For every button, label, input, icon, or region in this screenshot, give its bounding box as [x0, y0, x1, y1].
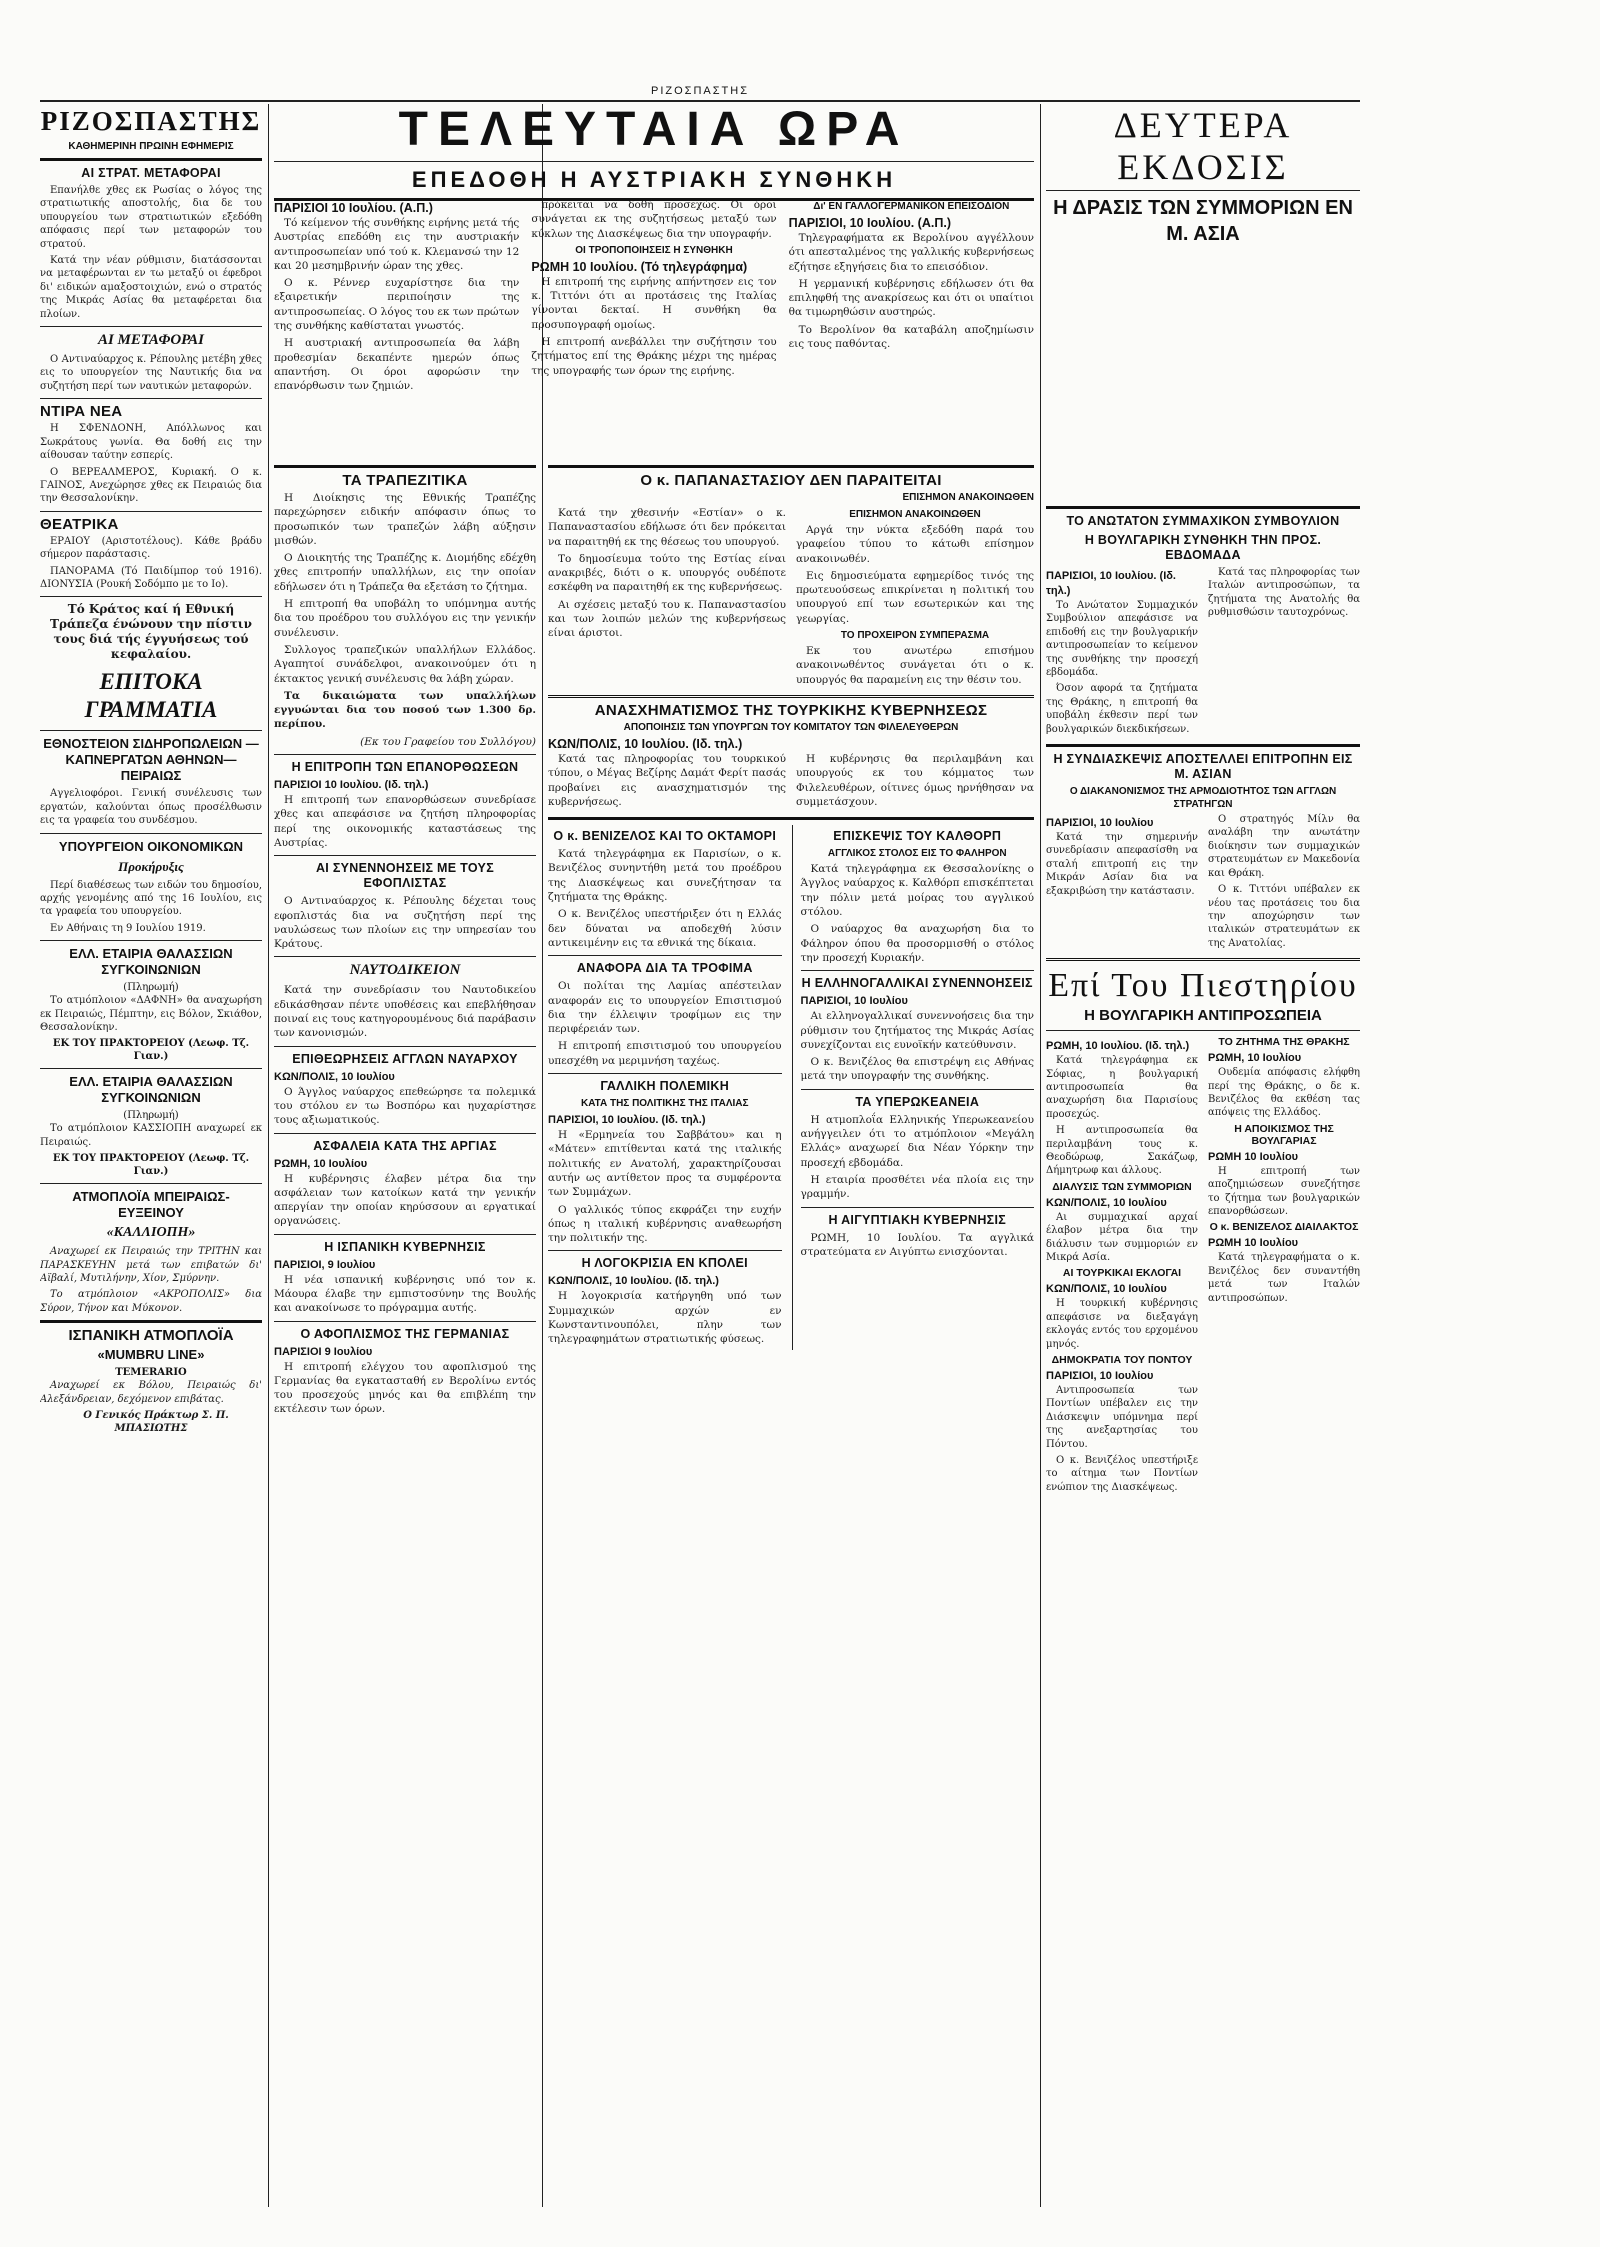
epitoka-title: ΕΠΙΤΟΚΑ ΓΡΑΜΜΑΤΙΑ — [84, 669, 218, 723]
article-title: ΤΑ ΥΠΕΡΩΚΕΑΝΕΙΑ — [855, 1094, 980, 1109]
article-text: Αργά την νύκτα εξεδόθη παρά του γραφείου τύπου το κάτωθι επίσημον ανακοινωθέν. — [796, 524, 1034, 565]
article-text: Ο κ. Ρέννερ ευχαρίστησε δια την εξαιρετικήν περιποίησιν της αντιπροσωπείας. Ο λόγος του εκ των πρώτων της συνθήκης καθίσταται γνωστός. — [274, 277, 520, 333]
article-title: ΕΠΙΘΕΩΡΗΣΕΙΣ ΑΓΓΛΩΝ ΝΑΥΑΡΧΟΥ — [292, 1051, 518, 1066]
article-text: Τό κείμενον τής συνθήκης ειρήνης μετά τής Αυστρίας επεδόθη εις την αυστριακήν αντιπροσωπείαν υπό τού κ. Κλεμανσώ την 12 και 20 μεσημβρινήν ώραν της χθες. — [274, 217, 520, 272]
article-text: Κατά τας πληροφορίας των Ιταλών αντιπροσώπων, τα ζητήματα της Ανατολής θα ρυθμισθώσιν ταυτοχρόνως. — [1208, 567, 1360, 619]
divider — [548, 465, 1034, 468]
article-text: Η επιτροπή των αποζημιώσεων συνεζήτησε το ζήτημα των βουλγαρικών επανορθώσεων. — [1208, 1165, 1360, 1217]
article-text: Η επιτροπή της ειρήνης απήντησεν εις τον κ. Τιττόνι ότι αι προτάσεις της Ιταλίας γίνονται δεκταί. Η συνθήκη θα προσυπογραφή ομοίως. — [531, 275, 777, 331]
divider — [274, 1321, 536, 1322]
dateline: ΠΑΡΙΣΙΟΙ, 10 Ιουλίου. (Ιδ. τηλ.) — [548, 1114, 706, 1127]
article-text: Εκ του ανωτέρω επισήμου ανακοινωθέντος συνάγεται ότι ο κ. υπουργός θα παραμείνη εις την θέσιν του. — [796, 645, 1034, 686]
divider — [801, 1089, 1035, 1090]
divider — [40, 326, 262, 327]
column-rule — [1040, 104, 1041, 2207]
ad-subtitle: «MUMBRU LINE» — [97, 1347, 205, 1363]
ship-name: TEMERARIO — [115, 1367, 187, 1379]
article-text: Η αντιπροσωπεία θα περιλαμβάνη τους κ. Θεοδώρωφ, Σακάζωφ, Δήμητρωφ και άλλους. — [1046, 1125, 1198, 1177]
article-text: Η νέα ισπανική κυβέρνησις υπό τον κ. Μάουρα έλαβε την εμπιστοσύνην της Βουλής και ανακοίνωσε το πρόγραμμα αυτής. — [274, 1273, 536, 1315]
article-title: ΑΙ ΤΟΥΡΚΙΚΑΙ ΕΚΛΟΓΑΙ — [1062, 1267, 1182, 1280]
article-text: Ο κ. Βενιζέλος υπεστήριξε το αίτημα των Ποντίων ενώπιον της Διασκέψεως. — [1046, 1455, 1198, 1493]
dateline: ΠΑΡΙΣΙΟΙ, 10 Ιουλίου. (Α.Π.) — [788, 216, 952, 230]
article-title: ΑΝΑΦΟΡΑ ΔΙΑ ΤΑ ΤΡΟΦΙΜΑ — [576, 961, 753, 976]
dateline: ΠΑΡΙΣΙΟΙ 10 Ιουλίου. (Ιδ. τηλ.) — [274, 779, 429, 792]
article-signature: (Εκ του Γραφείου του Συλλόγου) — [360, 735, 536, 748]
article-text: ΠΑΝΟΡΑΜΑ (Τό Παιδίμπορ τού 1916). ΔΙΟΝΥΣΙΑ (Ρουκή Σοδόμπο με το Ιο). — [40, 565, 262, 590]
article-text: Η επιτροπή ανεβάλλει την συζήτησιν του ζητήματος επί της Θράκης μέχρι της ημέρας της υπογραφής των όρων της ειρήνης. — [531, 336, 777, 377]
divider — [274, 1046, 536, 1047]
story-right — [1208, 813, 1360, 953]
divider — [40, 1068, 262, 1069]
article-text: Η επιτροπή ελέγχου του αφοπλισμού της Γερμανίας θα εγκατασταθή εν Βερολίνω εντός του προσεχούς μηνός και θα επιβλέπη την εκτέλεσιν των όρων. — [274, 1360, 536, 1416]
article-text: Η Διοίκησις της Εθνικής Τραπέζης παρεχώρησεν ειδικήν απόφασιν όπως το προσωπικόν των τραπεζών λάβη αύξησιν μισθών. — [274, 492, 536, 547]
divider — [40, 1183, 262, 1184]
divider — [1046, 958, 1360, 961]
two-column-story — [1046, 813, 1360, 953]
article-text: Εις δημοσιεύματα εφημερίδος τινός της πρωτευούσεως επικρίνεται η πολιτική του υπουργού επί των εσωτερικών και της γεωργίας. — [796, 569, 1034, 625]
article-text: Η ΣΦΕΝΔΟΝΗ, Απόλλωνος και Σωκράτους γωνία. Θα δοθή εις την αίθουσαν ταύτην εσπερίς. — [40, 423, 262, 462]
article-title: Η ΛΟΓΟΚΡΙΣΙΑ ΕΝ ΚΠΟΛΕΙ — [581, 1256, 748, 1271]
article-text: Η κυβέρνησις έλαβεν μέτρα δια την ασφάλειαν των κατοίκων κατά την γενικήν απεργίαν την οποίαν κηρύσσουν αι εργατικαί οργανώσεις. — [274, 1172, 536, 1228]
article-text: Η «Ερμηνεία του Σαββάτου» και η «Μάτεν» επιτίθενται κατά της ιταλικής πολιτικής εν Ανατολή, χαρακτηρίζουσαι αυτήν ως αντίθετον προς τα συμφέροντα των Συμμάχων. — [548, 1129, 782, 1199]
dateline: ΚΩΝ/ΠΟΛΙΣ, 10 Ιουλίου. (Ιδ. τηλ.) — [548, 1275, 719, 1288]
dateline: ΠΑΡΙΣΙΟΙ, 9 Ιουλίου — [274, 1258, 376, 1271]
article-text: Αι σχέσεις μεταξύ του κ. Παπαναστασίου και των λοιπών μελών της κυβερνήσεως είναι άριστοι. — [548, 598, 786, 640]
ad-text: Περί διαθέσεως των ειδών του δημοσίου, αρχής γενομένης από της 16 Ιουλίου, εις τα γραφεία του υπουργείου. — [40, 879, 262, 918]
story-left — [1046, 813, 1198, 953]
divider — [801, 1207, 1035, 1208]
article-subtitle: ΑΠΟΠΟΙΗΣΙΣ ΤΩΝ ΥΠΟΥΡΓΩΝ ΤΟΥ ΚΟΜΙΤΑΤΟΥ ΤΩΝ ΦΙΛΕΛΕΥΘΕΡΩΝ — [623, 721, 959, 733]
dateline: ΠΑΡΙΣΙΟΙ, 10 Ιουλίου. (Ιδ. τηλ.) — [1046, 570, 1176, 597]
divider — [40, 596, 262, 597]
article-text: Οι πολίται της Λαμίας απέστειλαν αναφοράν εις το υπουργείον Επισιτισμού δια την έλλειψιν τροφίμων εις την περιφέρειάν των. — [548, 980, 782, 1036]
ad-title: ΥΠΟΥΡΓΕΙΟΝ ΟΙΚΟΝΟΜΙΚΩΝ — [58, 838, 244, 854]
ship-name: «ΚΑΛΛΙΟΠΗ» — [106, 1225, 196, 1241]
subhead: ΟΙ ΤΡΟΠΟΠΟΙΗΣΕΙΣ Η ΣΥΝΘΗΚΗ — [575, 244, 733, 256]
column-rule — [268, 104, 269, 2207]
banner-title: ΤΕΛΕΥΤΑΙΑ ΩΡΑ — [398, 103, 910, 156]
article-title: Ο ΑΦΟΠΛΙΣΜΟΣ ΤΗΣ ΓΕΡΜΑΝΙΑΣ — [300, 1326, 510, 1341]
article-text: Το δημοσίευμα τούτο της Εστίας είναι ανακριβές, διότι ο κ. υπουργός ουδέποτε εσκέφθη να παραιτηθή εκ της κυβερνήσεως. — [548, 552, 786, 594]
ad-text: Το ατμόπλοιον «ΔΑΦΝΗ» θα αναχωρήση εκ Πειραιώς, Πέμπτην, εις Βόλον, Σκιάθον, Θεσσαλονίκην. — [40, 995, 262, 1033]
article-text: Κατά την νέαν ρύθμισιν, διατάσσονται να μεταφέρωνται εν τω μεταξύ οι έφεδροι δι' ειδικών αμαξοστοιχιών, ενώ ο στρατός της Μικράς Ασίας θα μεταφέρεται δια πλοίων. — [40, 255, 262, 320]
divider — [1046, 744, 1360, 747]
masthead-subtitle: ΚΑΘΗΜΕΡΙΝΗ ΠΡΩΙΝΗ ΕΦΗΜΕΡΙΣ — [68, 141, 234, 152]
ad-footer: ΕΚ ΤΟΥ ΠΡΑΚΤΟΡΕΙΟΥ (Λεωφ. Τζ. Γιαν.) — [52, 1038, 250, 1063]
subhead: Δι' ΕΝ ΓΑΛΛΟΓΕΡΜΑΝΙΚΟΝ ΕΠΕΙΣΟΔΙΟΝ — [813, 201, 1010, 212]
article-text: Κατά τηλεγράφημα εκ Σόφιας, η βουλγαρική αντιπροσωπεία θα αναχωρήση δια Παρισίους προσεχώς. — [1046, 1055, 1198, 1120]
divider — [40, 1320, 262, 1323]
ad-title: ΙΣΠΑΝΙΚΗ ΑΤΜΟΠΛΟΪΑ — [68, 1327, 234, 1345]
article-text: Επανήλθε χθες εκ Ρωσίας ο λόγος της στρατιωτικής αποστολής, δια δε του υπουργείου των στρατιωτικών εξεδόθη απόφασις περί των μεταφορών του στρατού. — [40, 185, 262, 250]
divider — [40, 511, 262, 512]
two-column-story — [548, 506, 1034, 690]
subhead: ΕΠΙΣΗΜΟΝ ΑΝΑΚΟΙΝΩΘΕΝ — [849, 509, 981, 520]
divider — [548, 817, 1034, 820]
article-subtitle: Η ΒΟΥΛΓΑΡΙΚΗ ΣΥΝΘΗΚΗ ΤΗΝ ΠΡΟΣ. ΕΒΔΟΜΑΔΑ — [1084, 533, 1322, 562]
article-text: Τηλεγραφήματα εκ Βερολίνου αγγέλλουν ότι απεσταλμένος της γαλλικής κυβερνήσεως εζήτησε εξηγήσεις δια το επεισόδιον. — [788, 232, 1034, 273]
dateline: ΠΑΡΙΣΙΟΙ, 10 Ιουλίου — [1046, 817, 1154, 830]
divider — [274, 855, 536, 856]
dateline: ΚΩΝ/ΠΟΛΙΣ, 10 Ιουλίου — [1046, 1196, 1167, 1209]
article-text: Ουδεμία απόφασις ελήφθη περί της Θράκης, ο δε κ. Βενιζέλος θα εκθέση τας απόψεις της Ελλάδος. — [1208, 1067, 1360, 1119]
article-text: Η τουρκική κυβέρνησις απεφάσισε να διεξαγάγη εκλογάς εντός του ερχομένου μηνός. — [1046, 1298, 1198, 1350]
lead-story-part-1 — [274, 198, 519, 453]
article-text: Κατά την συνεδρίασιν του Ναυτοδικείου εδικάσθησαν πέντε υποθέσεις και επεβλήθησαν ποιναί εις τους κατηγορουμένους διά παράβασιν των κανονισμών. — [274, 984, 536, 1040]
article-text: Αντιπροσωπεία των Ποντίων υπέβαλεν εις την Διάσκεψιν υπόμνημα περί της ανεξαρτησίας του Πόντου. — [1046, 1385, 1198, 1450]
article-text: πρόκειται να δοθή προσεχώς. Οι όροι συνάγεται εκ της συζητήσεως μεταξύ των κύκλων της Διασκέψεως δια την υπογραφήν. — [531, 199, 777, 240]
article-text: Το Βερολίνον θα καταβάλη αποζημίωσιν εις τους παθόντας. — [788, 323, 1034, 351]
article-title: Ο κ. ΒΕΝΙΖΕΛΟΣ ΔΙΑΙΛΑΚΤΟΣ — [1209, 1221, 1359, 1234]
two-column-story — [1046, 566, 1360, 739]
article-text: Ο κ. Βενιζέλος υπεστήριξεν ότι η Ελλάς δεν δύναται να αποδεχθή λύσιν αντικειμένην εις τα εθνικά της δίκαια. — [548, 908, 782, 949]
ad-title: ΕΘΝΟΣΤΕΙΟΝ ΣΙΔΗΡΟΠΩΛΕΙΩΝ — ΚΑΠΝΕΡΓΑΤΩΝ ΑΘΗΝΩΝ—ΠΕΙΡΑΙΩΣ — [43, 736, 259, 784]
column-5 — [1046, 104, 1360, 2207]
article-title: ΓΑΛΛΙΚΗ ΠΟΛΕΜΙΚΗ — [600, 1079, 730, 1094]
ad-subtitle: (Πληρωμή) — [123, 1110, 179, 1122]
article-title: ΔΗΜΟΚΡΑΤΙΑ ΤΟΥ ΠΟΝΤΟΥ — [1051, 1354, 1193, 1367]
front-banner — [274, 104, 1034, 206]
ad-signature: Ο Γενικός Πράκτωρ Σ. Π. ΜΠΑΣΙΩΤΗΣ — [83, 1410, 229, 1435]
dateline: ΠΑΡΙΣΙΟΙ 9 Ιουλίου — [274, 1345, 373, 1358]
column-2 — [274, 460, 536, 2207]
story-right — [1208, 566, 1360, 739]
article-title: Η ΑΙΓΥΠΤΙΑΚΗ ΚΥΒΕΡΝΗΣΙΣ — [828, 1212, 1007, 1227]
article-subtitle: ΚΑΤΑ ΤΗΣ ΠΟΛΙΤΙΚΗΣ ΤΗΣ ΙΤΑΛΙΑΣ — [580, 1098, 749, 1110]
article-text: Η επιτροπή των επανορθώσεων συνεδρίασε χθες και απεφάσισε να ζητήση πληροφορίας περί της οικονομικής καταστάσεως της Αυστρίας. — [274, 794, 536, 849]
dateline: ΚΩΝ/ΠΟΛΙΣ, 10 Ιουλίου — [274, 1070, 395, 1083]
subhead: ΤΟ ΠΡΟΧΕΙΡΟΝ ΣΥΜΠΕΡΑΣΜΑ — [840, 630, 990, 642]
article-text: Αι συμμαχικαί αρχαί έλαβον μέτρα δια την διάλυσιν των συμμοριών εν Μικρά Ασία. — [1046, 1211, 1198, 1263]
story-right — [1208, 1036, 1360, 1497]
article-title: ΘΕΑΤΡΙΚΑ — [40, 515, 119, 533]
divider — [801, 970, 1035, 971]
article-text: Η γερμανική κυβέρνησις εδήλωσεν ότι θα επιληφθή της ανακρίσεως και ότι οι υπαίτιοι θα τιμωρηθώσιν αυστηρώς. — [788, 277, 1034, 319]
dateline: ΡΩΜΗ 10 Ιουλίου — [1208, 1237, 1299, 1250]
story-left — [1046, 1036, 1198, 1497]
article-title: ΑΝΑΣΧΗΜΑΤΙΣΜΟΣ ΤΗΣ ΤΟΥΡΚΙΚΗΣ ΚΥΒΕΡΝΗΣΕΩΣ — [594, 701, 988, 719]
dateline: ΠΑΡΙΣΙΟΙ 10 Ιουλίου. (Α.Π.) — [274, 201, 433, 215]
article-text: Ο Αντιναύαρχος κ. Ρέπουλης μετέβη χθες εις το υπουργείον της Ναυτικής δια να συζητήση περί των ναυτικών μεταφορών. — [40, 354, 262, 392]
ad-title: ΕΛΛ. ΕΤΑΙΡΙΑ ΘΑΛΑΣΣΙΩΝ ΣΥΓΚΟΙΝΩΝΙΩΝ — [69, 946, 233, 978]
two-column-story — [548, 752, 1034, 812]
article-title: ΕΠΙΣΚΕΨΙΣ ΤΟΥ ΚΑΛΘΟΡΠ — [833, 829, 1002, 844]
divider — [40, 833, 262, 834]
divider — [40, 158, 262, 161]
article-text: Κατά τας πληροφορίας του τουρκικού τύπου, ο Μέγας Βεζίρης Δαμάτ Φερίτ πασάς προβαίνει εις ανασχηματισμόν της κυβερνήσεως. — [548, 752, 786, 808]
article-text: Το Ανώτατον Συμμαχικόν Συμβούλιον απεφάσισε να επιδοθή εις την βουλγαρικήν αντιπροσωπείαν το κείμενον της συνθήκης την προσεχή εβδομάδα. — [1046, 600, 1198, 679]
article-text: ΡΩΜΗ, 10 Ιουλίου. Τα αγγλικά στρατεύματα εν Αιγύπτω ενισχύονται. — [800, 1231, 1034, 1258]
divider — [274, 1234, 536, 1235]
ad-title: ΑΤΜΟΠΛΟΪΑ ΜΠΕΙΡΑΙΩΣ-ΕΥΞΕΙΝΟΥ — [72, 1189, 230, 1221]
divider — [548, 695, 1034, 698]
ad-text: Αναχωρεί εκ Βόλου, Πειραιώς δι' Αλεξάνδρειαν, δεχόμενον επιβάτας. — [40, 1380, 262, 1405]
article-text: Ο στρατηγός Μίλν θα αναλάβη την ανωτάτην διοίκησιν των συμμαχικών στρατευμάτων εν Μακεδονία και Θράκη. — [1208, 814, 1360, 879]
divider — [40, 730, 262, 731]
article-text: Η επιτροπή επισιτισμού του υπουργείου υπεσχέθη να μεριμνήση ταχέως. — [548, 1040, 782, 1067]
article-title: Ο κ. ΠΑΠΑΝΑΣΤΑΣΙΟΥ ΔΕΝ ΠΑΡΑΙΤΕΙΤΑΙ — [640, 472, 942, 489]
article-title: ΑΣΦΑΛΕΙΑ ΚΑΤΑ ΤΗΣ ΑΡΓΙΑΣ — [313, 1138, 497, 1153]
article-subtitle: Ο ΔΙΑΚΑΝΟΝΙΣΜΟΣ ΤΗΣ ΑΡΜΟΔΙΟΤΗΤΟΣ ΤΩΝ ΑΓΓΛΩΝ ΣΤΡΑΤΗΓΩΝ — [1069, 786, 1337, 811]
article-title: ΤΟ ΖΗΤΗΜΑ ΤΗΣ ΘΡΑΚΗΣ — [1218, 1036, 1350, 1049]
columns-3-4 — [548, 460, 1034, 2207]
two-column-story — [1046, 1036, 1360, 1497]
divider — [1046, 1030, 1360, 1031]
ad-footer: ΕΚ ΤΟΥ ΠΡΑΚΤΟΡΕΙΟΥ (Λεωφ. Τζ. Γιαν.) — [52, 1153, 250, 1178]
dateline: ΡΩΜΗ, 10 Ιουλίου — [274, 1157, 368, 1170]
divider — [1046, 506, 1360, 509]
running-head: ΡΙΖΟΣΠΑΣΤΗΣ — [40, 84, 1360, 102]
dateline: ΡΩΜΗ 10 Ιουλίου — [1208, 1150, 1299, 1163]
article-text: Η επιτροπή θα υποβάλη το υπόμνημα αυτής δια του προέδρου του συλλόγου εις την γενικήν συνέλευσιν. — [274, 598, 536, 639]
dateline: ΠΑΡΙΣΙΟΙ, 10 Ιουλίου — [1046, 1370, 1154, 1383]
article-text: Κατά τηλεγράφημα εκ Θεσσαλονίκης ο Άγγλος ναύαρχος κ. Καλθόρπ επισκέπτεται την πόλιν μετά μοίρας του αγγλικού στόλου. — [800, 863, 1034, 919]
article-text: Ο Διοικητής της Τραπέζης κ. Διομήδης εδέχθη χθες επιτροπήν υπαλλήλων, εις την οποίαν εδήλωσεν ότι η Τράπεζα θα εξετάση το ζήτημα. — [274, 552, 536, 593]
ad-title: ΕΛΛ. ΕΤΑΙΡΙΑ ΘΑΛΑΣΣΙΩΝ ΣΥΓΚΟΙΝΩΝΙΩΝ — [69, 1074, 233, 1106]
second-edition-title: ΔΕΥΤΕΡΑ ΕΚΔΟΣΙΣ — [1046, 104, 1360, 191]
article-text: Ο ναύαρχος θα αναχωρήση δια το Φάληρον όπου θα προσορμισθή ο στόλος την προσεχή Κυριακήν. — [800, 923, 1034, 964]
column-1 — [40, 104, 262, 2207]
article-title: Η ΕΛΛΗΝΟΓΑΛΛΙΚΑΙ ΣΥΝΕΝΝΟΗΣΕΙΣ — [801, 976, 1033, 991]
story-left — [1046, 566, 1198, 739]
divider — [40, 940, 262, 941]
article-title: Ο κ. ΒΕΝΙΖΕΛΟΣ ΚΑΙ ΤΟ ΟΚΤΑΜΟΡΙ — [553, 829, 777, 844]
dateline: ΚΩΝ/ΠΟΛΙΣ, 10 Ιουλίου. (Ιδ. τηλ.) — [548, 736, 743, 751]
dateline: ΠΑΡΙΣΙΟΙ, 10 Ιουλίου — [800, 995, 908, 1008]
article-title: Η ΕΠΙΤΡΟΠΗ ΤΩΝ ΕΠΑΝΟΡΘΩΣΕΩΝ — [291, 760, 519, 775]
article-text: Ο γαλλικός τύπος εκφράζει την ευχήν όπως η ιταλική κυβέρνησις αναθεωρήση την πολιτικήν της. — [548, 1203, 782, 1245]
article-text: Ο κ. Βενιζέλος θα επιστρέψη εις Αθήνας μετά την υπογραφήν της συνθήκης. — [800, 1056, 1034, 1083]
col3-lower — [548, 825, 782, 1349]
article-text: Κατά τηλεγράφημα εκ Παρισίων, ο κ. Βενιζέλος συνηντήθη μετά του προέδρου της Διασκέψεως και συνεζήτησαν τα ζητήματα της Θράκης. — [548, 848, 782, 904]
ad-text: Το ατμόπλοιον «ΑΚΡΟΠΟΛΙΣ» δια Σύρον, Τήνον και Μύκονον. — [40, 1289, 262, 1314]
lead-story — [274, 198, 1034, 453]
article-text: Κατά τηλεγραφήματα ο κ. Βενιζέλος δεν συναντήθη μετά των Ιταλών αντιπροσώπων. — [1208, 1252, 1360, 1304]
article-text: Η λογοκρισία κατήργηθη υπό των Συμμαχικών αρχών εν Κωνσταντινουπόλει, πλην των τηλεγραφημάτων στρατιωτικής φύσεως. — [548, 1290, 782, 1346]
story-left — [548, 752, 786, 812]
divider — [548, 955, 782, 956]
article-text: Ο ΒΕΡΕΑΛΜΕΡΟΣ, Κυριακή. Ο κ. ΓΑΙΝΟΣ, Ανεχώρησε χθες εκ Πειραιώς δια την Θεσσαλονίκην. — [40, 466, 262, 505]
second-edition-subtitle: Η ΔΡΑΣΙΣ ΤΩΝ ΣΥΜΜΟΡΙΩΝ ΕΝ Μ. ΑΣΙΑ — [1053, 197, 1353, 245]
article-text: ΕΡΑΙΟΥ (Αριστοτέλους). Κάθε βράδυ σήμερον παράστασις. — [40, 535, 262, 561]
article-text: Ο Άγγλος ναύαρχος επεθεώρησε τα πολεμικά του στόλου εν τω Βοσπόρω και ηυχαρίστησε τους αξιωματικούς. — [274, 1085, 536, 1127]
article-text: Όσον αφορά τα ζητήματα της Θράκης, η επιτροπή θα υποβάλη έκθεσιν περί των βουλγαρικών διεκδικήσεων. — [1046, 683, 1198, 735]
divider — [274, 1133, 536, 1134]
divider — [548, 1073, 782, 1074]
article-text: Τα δικαιώματα των υπαλλήλων εγγυώνται δια του ποσού των 1.300 δρ. περίπου. — [274, 689, 536, 731]
dateline: ΡΩΜΗ 10 Ιουλίου. (Τό τηλεγράφημα) — [531, 259, 748, 274]
bank-notice: Τό Κράτος καί ή Εθνική Τράπεζα ένώνουν την πίστιν τους διά τής έγγυήσεως τού κεφαλαίου. — [50, 602, 252, 662]
story-right — [796, 752, 1034, 812]
divider — [40, 398, 262, 399]
article-title: ΑΙ ΜΕΤΑΦΟΡΑΙ — [97, 332, 205, 349]
stop-press-title: Επί Του Πιεστηρίου — [1048, 967, 1358, 1005]
article-title: ΤΟ ΑΝΩΤΑΤΟΝ ΣΥΜΜΑΧΙΚΟΝ ΣΥΜΒΟΥΛΙΟΝ — [1066, 514, 1340, 528]
article-text: Αι ελληνογαλλικαί συνεννοήσεις δια την ρύθμισιν του ζητήματος της Μικράς Ασίας συνεχίζονται εις ευνοϊκήν κατεύθυνσιν. — [800, 1010, 1034, 1051]
stop-press-subtitle: Η ΒΟΥΛΓΑΡΙΚΗ ΑΝΤΙΠΡΟΣΩΠΕΙΑ — [1084, 1007, 1322, 1025]
story-right — [796, 506, 1034, 690]
article-title: ΑΙ ΣΥΝΕΝΝΟΗΣΕΙΣ ΜΕ ΤΟΥΣ ΕΦΟΠΛΙΣΤΑΣ — [315, 861, 494, 891]
ad-subtitle: (Πληρωμή) — [123, 982, 179, 994]
article-title: ΝΑΥΤΟΔΙΚΕΙΟΝ — [349, 962, 461, 979]
article-title: ΤΑ ΤΡΑΠΕΖΙΤΙΚΑ — [342, 472, 468, 489]
divider — [274, 754, 536, 755]
ad-text: Αγγελιοφόροι. Γενική συνέλευσις των εργατών, καλούνται όπως προσέλθωσιν εις τα γραφεία του συνδέσμου. — [40, 788, 262, 827]
article-subtitle: ΕΠΙΣΗΜΟΝ ΑΝΑΚΟΙΝΩΘΕΝ — [902, 492, 1034, 503]
article-text: Η αυστριακή αντιπροσωπεία θα λάβη προθεσμίαν δεκαπέντε ημερών όπως απαντήση. Οι όροι αφορώσιν την επανόρθωσιν των ζημιών. — [274, 337, 520, 393]
dateline: ΚΩΝ/ΠΟΛΙΣ, 10 Ιουλίου — [1046, 1283, 1167, 1296]
dateline: ΡΩΜΗ, 10 Ιουλίου. (Ιδ. τηλ.) — [1046, 1040, 1190, 1053]
article-subtitle: ΑΓΓΛΙΚΟΣ ΣΤΟΛΟΣ ΕΙΣ ΤΟ ΦΑΛΗΡΟΝ — [827, 848, 1007, 860]
article-text: Κατά την χθεσινήν «Εστίαν» ο κ. Παπαναστασίου εδήλωσε ότι δεν πρόκειται να παραιτηθή εκ της θέσεως του υπουργού. — [548, 507, 786, 548]
story-left — [548, 506, 786, 690]
masthead: ΡΙΖΟΣΠΑΣΤΗΣ — [40, 106, 262, 136]
article-title: Η ΑΠΟΙΚΙΣΜΟΣ ΤΗΣ ΒΟΥΛΓΑΡΙΑΣ — [1234, 1122, 1334, 1147]
col4-lower — [792, 825, 1035, 1349]
article-text: Η κυβέρνησις θα περιλαμβάνη και υπουργούς εκ του κόμματος των Φιλελευθέρων, οίτινες όμως ηρνήθησαν να συμμετάσχουν. — [796, 752, 1034, 808]
lead-story-part-2 — [531, 198, 776, 453]
article-title: ΝΤΙΡΑ ΝΕΑ — [40, 403, 123, 421]
blank-space — [1046, 251, 1360, 501]
divider — [274, 465, 536, 468]
article-text: Ο κ. Τιττόνι υπέβαλεν εκ νέου τας προτάσεις του δια την αποχώρησιν των ιταλικών στρατευμάτων εκ της Ανατολίας. — [1208, 884, 1360, 949]
ad-text: Το ατμόπλοιον ΚΑΣΣΙΟΠΗ αναχωρεί εκ Πειραιώς. — [40, 1123, 262, 1148]
ad-subtitle: Προκήρυξις — [118, 858, 184, 874]
article-text: Ο Αντιναύαρχος κ. Ρέπουλης δέχεται τους εφοπλιστάς δια να συζητήση περί της ναυλώσεως των πλοίων εις την υπηρεσίαν του Κράτους. — [274, 895, 536, 951]
lead-story-part-3 — [789, 198, 1034, 453]
article-title: Η ΙΣΠΑΝΙΚΗ ΚΥΒΕΡΝΗΣΙΣ — [324, 1239, 486, 1254]
article-title: ΑΙ ΣΤΡΑΤ. ΜΕΤΑΦΟΡΑΙ — [81, 166, 221, 180]
article-title: Η ΣΥΝΔΙΑΣΚΕΨΙΣ ΑΠΟΣΤΕΛΛΕΙ ΕΠΙΤΡΟΠΗΝ ΕΙΣ Μ. ΑΣΙΑΝ — [1053, 752, 1353, 782]
two-column-section — [548, 825, 1034, 1349]
divider — [548, 1250, 782, 1251]
banner-subtitle: ΕΠΕΔΟΘΗ Η ΑΥΣΤΡΙΑΚΗ ΣΥΝΘΗΚΗ — [411, 167, 897, 192]
article-text: Η εταιρία προσθέτει νέα πλοία εις την γραμμήν. — [800, 1173, 1034, 1201]
divider — [274, 161, 1034, 162]
dateline: ΡΩΜΗ, 10 Ιουλίου — [1208, 1052, 1302, 1065]
ad-text: Αναχωρεί εκ Πειραιώς την ΤΡΙΤΗΝ και ΠΑΡΑΣΚΕΥΗΝ μετά των επιβατών δι' Αϊβαλί, Μυτιλήνην, Χίον, Σμύρνην. — [40, 1246, 262, 1285]
ad-text: Εν Αθήναις τη 9 Ιουλίου 1919. — [50, 922, 206, 934]
article-text: Συλλογος τραπεζικών υπαλλήλων Ελλάδος. Αγαπητοί συνάδελφοι, ανακοινούμεν ότι η έκτακτος γενική συνέλευσις θα λάβη χώραν. — [274, 643, 536, 685]
article-title: ΔΙΑΛΥΣΙΣ ΤΩΝ ΣΥΜΜΟΡΙΩΝ — [1052, 1180, 1192, 1193]
article-text: Κατά την σημερινήν συνεδρίασιν απεφασίσθη να σταλή επιτροπή εις την Μικράν Ασίαν δια να εξακριβώση την κατάστασιν. — [1046, 832, 1198, 897]
article-text: Η ατμοπλοΐα Ελληνικής Υπερωκεανείου ανήγγειλεν ότι το ατμόπλοιον «Μεγάλη Ελλάς» αναχωρεί δια Νέαν Υόρκην την προσεχή εβδομάδα. — [800, 1113, 1034, 1169]
divider — [274, 956, 536, 957]
